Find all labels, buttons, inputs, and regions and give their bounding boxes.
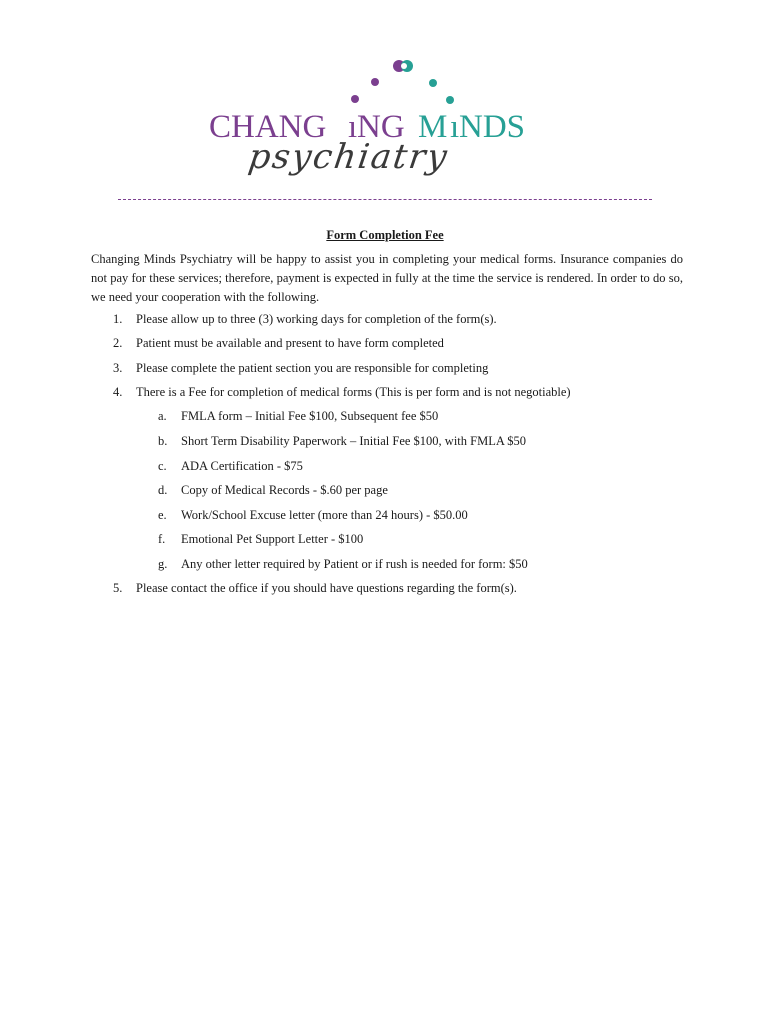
logo-wordmark-changing: CHANG xyxy=(209,109,327,145)
intro-paragraph: Changing Minds Psychiatry will be happy to assist you in completing your medical forms. Insurance companies do not pay for these services; therefore, payment is expected in fully at the time the service is rendered. In order to do so, we need your cooperation with the following. xyxy=(91,252,683,304)
changing-minds-logo xyxy=(205,56,555,180)
document-title: Form Completion Fee xyxy=(326,228,444,242)
item-text: Please contact the office if you should have questions regarding the form(s). xyxy=(136,581,517,595)
logo-i-stem-purple: ı xyxy=(348,109,358,145)
fee-text: Copy of Medical Records - $.60 per page xyxy=(181,483,388,497)
logo-dot-purple-low xyxy=(351,95,359,103)
fee-text: Emotional Pet Support Letter - $100 xyxy=(181,532,364,546)
item-text: Please complete the patient section you are responsible for completing xyxy=(136,361,489,375)
fee-text: ADA Certification - $75 xyxy=(181,459,303,473)
item-text: Patient must be available and present to have form completed xyxy=(136,336,444,350)
item-marker: 4. xyxy=(113,385,123,399)
fee-marker: c. xyxy=(158,459,167,473)
item-marker: 3. xyxy=(113,361,123,375)
header-divider xyxy=(118,199,652,200)
fee-marker: e. xyxy=(158,508,167,522)
fee-text: FMLA form – Initial Fee $100, Subsequent fee $50 xyxy=(181,409,439,423)
logo-dot-overlap xyxy=(401,63,407,69)
logo-tagline: psychiatry xyxy=(246,137,452,177)
logo-wordmark-m: M xyxy=(418,109,448,145)
fee-marker: g. xyxy=(158,557,168,571)
fee-text: Short Term Disability Paperwork – Initial Fee $100, with FMLA $50 xyxy=(181,434,527,448)
item-marker: 5. xyxy=(113,581,123,595)
item-marker: 1. xyxy=(113,312,123,326)
item-text: There is a Fee for completion of medical forms (This is per form and is not negotiable) xyxy=(136,385,571,399)
logo-dot-purple-mid xyxy=(371,78,379,86)
fee-marker: a. xyxy=(158,409,167,423)
item-marker: 2. xyxy=(113,336,123,350)
fee-text: Work/School Excuse letter (more than 24 hours) - $50.00 xyxy=(181,508,468,522)
fee-text: Any other letter required by Patient or if rush is needed for form: $50 xyxy=(181,557,528,571)
logo-i-stem-teal: ı xyxy=(450,109,460,145)
fee-marker: f. xyxy=(158,532,166,546)
logo-dot-teal-low xyxy=(446,96,454,104)
logo-wordmark-ng: NG xyxy=(357,109,405,145)
logo-wordmark-nds: NDS xyxy=(459,109,526,145)
fee-marker: b. xyxy=(158,434,168,448)
item-text: Please allow up to three (3) working days for completion of the form(s). xyxy=(136,312,497,326)
fee-marker: d. xyxy=(158,483,168,497)
logo-dot-teal-mid xyxy=(429,79,437,87)
